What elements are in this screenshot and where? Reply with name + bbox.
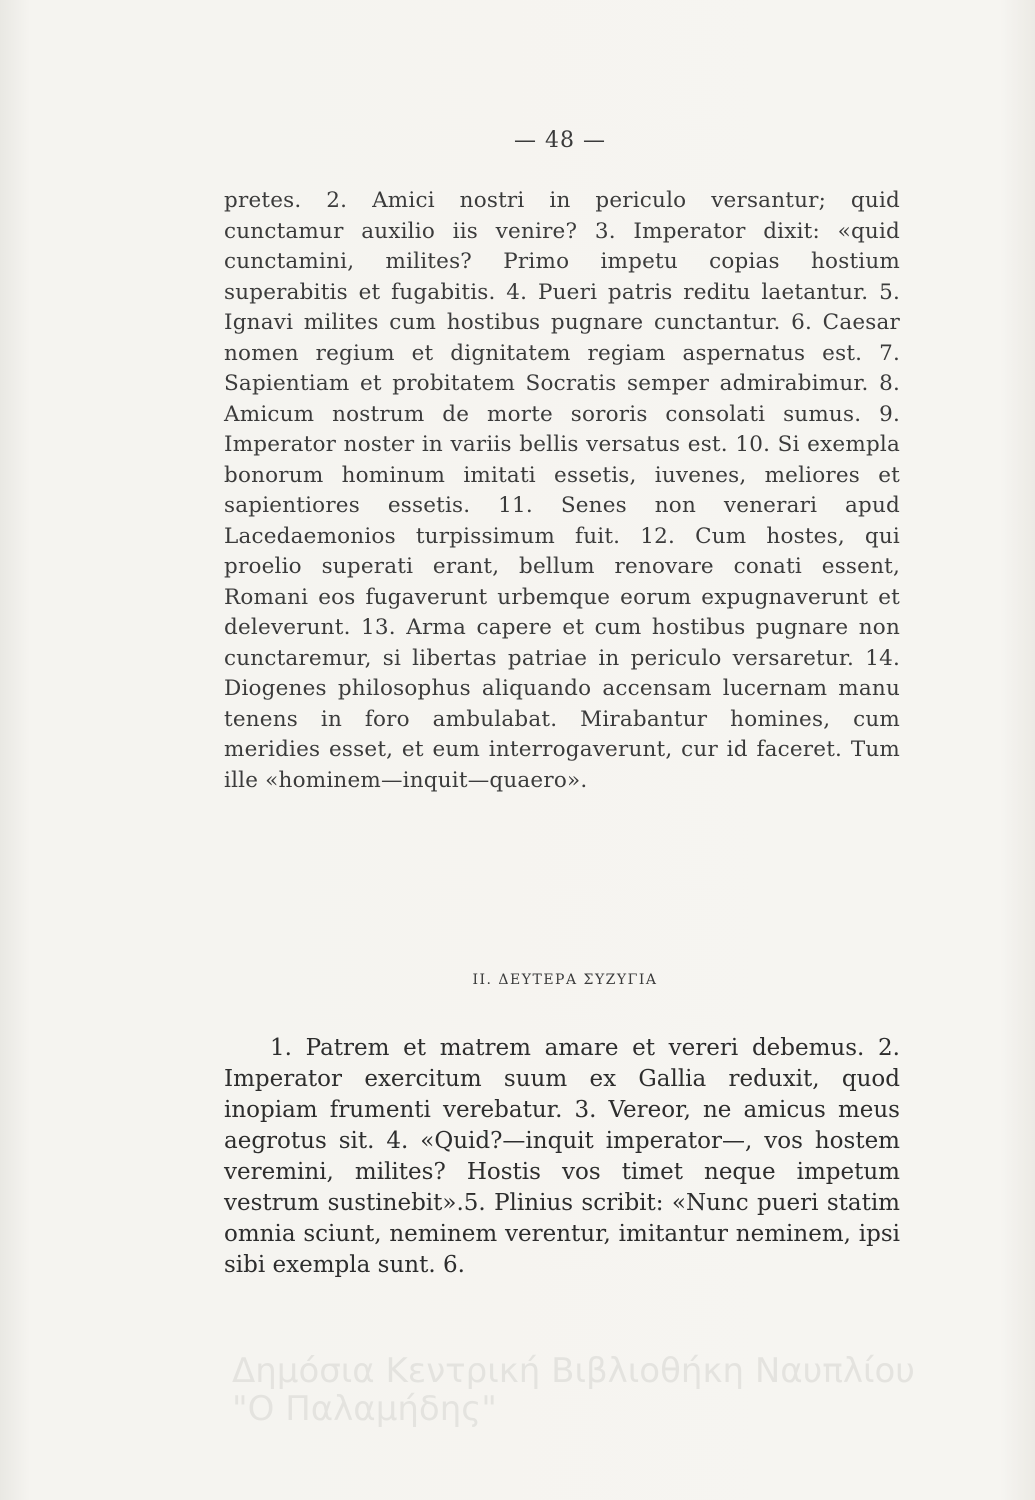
watermark-line-2: "Ο Παλαμήδης" xyxy=(232,1389,497,1429)
exercise-text-upper xyxy=(224,186,900,796)
exercise-text-lower xyxy=(224,1033,900,1281)
watermark-line-1: Δημόσια Κεντρική Βιβλιοθήκη Ναυπλίου xyxy=(232,1351,915,1391)
lower-paragraph xyxy=(224,1033,900,1281)
library-watermark xyxy=(232,1352,992,1428)
section-heading: II. ΔΕΥΤΕΡΑ ΣΥΖΥΓΙΑ xyxy=(472,972,658,988)
lower-paragraph-text: 1. Patrem et matrem amare et vereri debemus. 2. Imperator exercitum suum ex Gallia reduxit, quod inopiam frumenti verebatur. 3. Vereor, ne amicus meus aegrotus sit. 4. «Quid?—inquit imperator—, vos hostem veremini, milites? Hostis vos timet neque impetum vestrum sustinebit».5. Plinius scribit: «Nunc pueri statim omnia sciunt, neminem verentur, imitantur neminem, ipsi sibi exempla sunt. 6. xyxy=(224,1035,900,1278)
upper-paragraph: pretes. 2. Amici nostri in periculo versantur; quid cunctamur auxilio iis venire? 3. Imperator dixit: «quid cunctamini, milites? Primo impetu copias hostium superabitis et fugabitis. 4. Pueri patris reditu laetantur. 5. Ignavi milites cum hostibus pugnare cunctantur. 6. Caesar nomen regium et dignitatem regiam aspernatus est. 7. Sapientiam et probitatem Socratis semper admirabimur. 8. Amicum nostrum de morte sororis consolati sumus. 9. Imperator noster in variis bellis versatus est. 10. Si exempla bonorum hominum imitati essetis, iuvenes, meliores et sapientiores essetis. 11. Senes non venerari apud Lacedaemonios turpissimum fuit. 12. Cum hostes, qui proelio superati erant, bellum renovare conati essent, Romani eos fugaverunt urbemque eorum expugnaverunt et deleverunt. 13. Arma capere et cum hostibus pugnare non cunctaremur, si libertas patriae in periculo versaretur. 14. Diogenes philosophus aliquando accensam lucernam manu tenens in foro ambulabat. Mirabantur homines, cum meridies esset, et eum interrogaverunt, cur id faceret. Tum ille «hominem—inquit—quaero». xyxy=(224,188,900,793)
page-number: — 48 — xyxy=(514,128,606,153)
